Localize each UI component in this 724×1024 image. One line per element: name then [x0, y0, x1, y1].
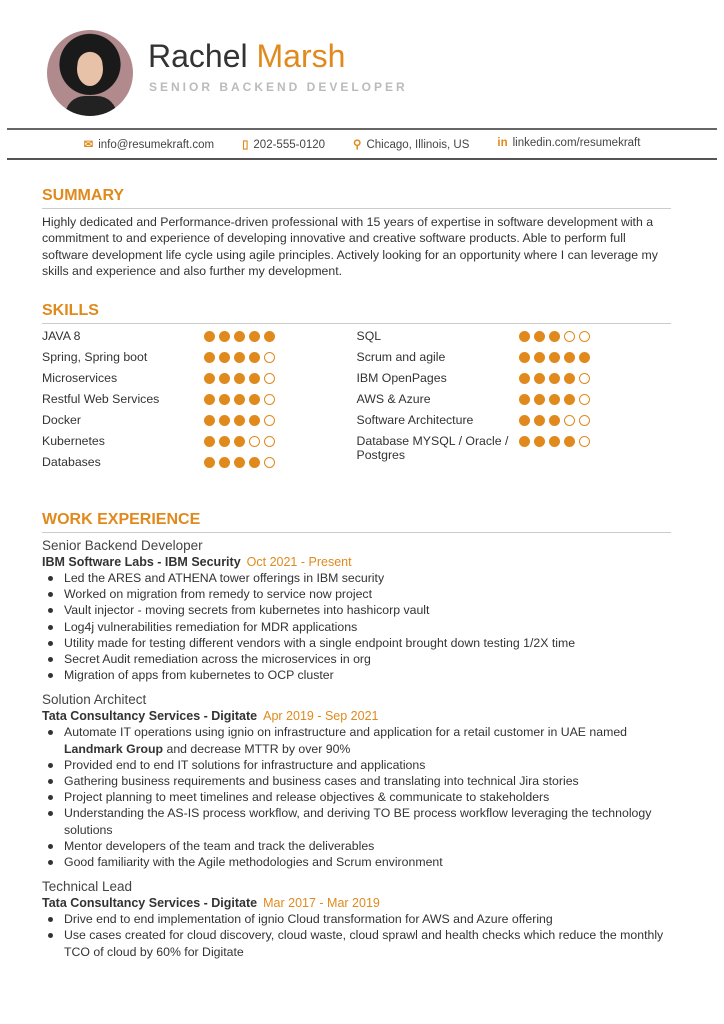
email-text: info@resumekraft.com: [98, 139, 215, 151]
bullet-item: Provided end to end IT solutions for infrastructure and applications: [42, 757, 671, 773]
skill-name: Docker: [42, 413, 81, 427]
skill-rating: [204, 434, 275, 455]
filled-dot-icon: [234, 331, 245, 342]
filled-dot-icon: [549, 373, 560, 384]
skill-rating: [519, 329, 590, 350]
empty-dot-icon: [264, 436, 275, 447]
skill-rating: [519, 371, 590, 392]
contact-linkedin[interactable]: [497, 137, 640, 151]
bullet-list: [42, 911, 671, 960]
contact-bar: [0, 137, 724, 151]
job-company-line: [42, 709, 671, 723]
skill-item: [357, 392, 672, 413]
skill-name: Software Architecture: [356, 413, 474, 427]
empty-dot-icon: [264, 457, 275, 468]
job-entry: [42, 692, 671, 870]
first-name: Rachel: [148, 38, 248, 74]
filled-dot-icon: [549, 352, 560, 363]
bullet-item: Migration of apps from kubernetes to OCP cluster: [42, 667, 671, 683]
filled-dot-icon: [549, 331, 560, 342]
job-entry: [42, 879, 671, 960]
filled-dot-icon: [249, 457, 260, 468]
filled-dot-icon: [519, 352, 530, 363]
skill-item: [42, 329, 357, 350]
filled-dot-icon: [234, 394, 245, 405]
filled-dot-icon: [249, 394, 260, 405]
empty-dot-icon: [564, 415, 575, 426]
filled-dot-icon: [204, 415, 215, 426]
skill-rating: [204, 329, 275, 350]
empty-dot-icon: [264, 352, 275, 363]
bullet-list: [42, 570, 671, 683]
bullet-item: Use cases created for cloud discovery, cloud waste, cloud sprawl and health checks which reduce the monthly TCO of cloud by 60% for Digitate: [42, 927, 671, 959]
skill-item: [42, 434, 357, 455]
bullet-item: Log4j vulnerabilities remediation for MDR applications: [42, 619, 671, 635]
bullet-item: Gathering business requirements and business cases and translating into technical Jira stories: [42, 773, 671, 789]
job-company-line: [42, 896, 671, 910]
phone-icon: ▯: [242, 139, 249, 151]
contact-email[interactable]: [84, 137, 215, 151]
job-role: Technical Lead: [42, 879, 133, 895]
skill-item: [42, 371, 357, 392]
filled-dot-icon: [219, 457, 230, 468]
skill-name: AWS & Azure: [356, 392, 431, 406]
experience-section: [42, 511, 671, 969]
job-role: Senior Backend Developer: [42, 538, 203, 553]
divider: [7, 128, 717, 130]
candidate-name: [148, 38, 345, 75]
skill-item: [357, 350, 672, 371]
filled-dot-icon: [534, 415, 545, 426]
skill-item: [357, 434, 672, 476]
phone-text: 202-555-0120: [253, 139, 326, 151]
skill-name: JAVA 8: [42, 329, 81, 343]
filled-dot-icon: [534, 331, 545, 342]
filled-dot-icon: [204, 373, 215, 384]
location-pin-icon: ⚲: [353, 139, 362, 151]
filled-dot-icon: [234, 352, 245, 363]
filled-dot-icon: [549, 394, 560, 405]
empty-dot-icon: [249, 436, 260, 447]
skill-name: Microservices: [42, 371, 118, 385]
job-dates: Mar 2017 - Mar 2019: [263, 896, 380, 911]
contact-phone[interactable]: [242, 137, 325, 151]
filled-dot-icon: [519, 331, 530, 342]
job-title: SENIOR BACKEND DEVELOPER: [149, 80, 408, 94]
filled-dot-icon: [264, 331, 275, 342]
filled-dot-icon: [204, 394, 215, 405]
empty-dot-icon: [579, 415, 590, 426]
company-name: IBM Software Labs - IBM Security: [42, 555, 241, 569]
bullet-item: Project planning to meet timelines and release objectives & communicate to stakeholders: [42, 789, 671, 805]
divider: [7, 158, 717, 160]
filled-dot-icon: [519, 373, 530, 384]
skill-item: [357, 329, 672, 350]
filled-dot-icon: [234, 436, 245, 447]
bullet-item: Secret Audit remediation across the microservices in org: [42, 651, 671, 667]
filled-dot-icon: [534, 352, 545, 363]
bullet-item: Worked on migration from remedy to service now project: [42, 586, 671, 602]
filled-dot-icon: [234, 373, 245, 384]
job-list: [42, 538, 671, 960]
skill-name: Databases: [42, 455, 101, 469]
skill-name: Scrum and agile: [356, 350, 446, 364]
skill-rating: [519, 392, 590, 413]
skill-item: [42, 455, 357, 476]
envelope-icon: ✉: [83, 139, 94, 151]
filled-dot-icon: [519, 436, 530, 447]
filled-dot-icon: [219, 415, 230, 426]
contact-location: [353, 137, 469, 151]
filled-dot-icon: [219, 373, 230, 384]
skills-section: [42, 302, 671, 476]
bullet-item: Automate IT operations using ignio on infrastructure and application for a retail customer in UAE named Landmark Group and decrease MTTR by over 90%: [42, 724, 671, 756]
filled-dot-icon: [564, 436, 575, 447]
bullet-item: Drive end to end implementation of ignio Cloud transformation for AWS and Azure offering: [42, 911, 671, 927]
profile-photo: [47, 30, 133, 116]
job-role: Solution Architect: [42, 692, 147, 708]
section-heading: WORK EXPERIENCE: [42, 511, 671, 533]
filled-dot-icon: [234, 457, 245, 468]
linkedin-icon: in: [497, 137, 508, 149]
filled-dot-icon: [519, 415, 530, 426]
last-name: Marsh: [256, 38, 346, 74]
empty-dot-icon: [264, 394, 275, 405]
filled-dot-icon: [549, 436, 560, 447]
filled-dot-icon: [204, 457, 215, 468]
empty-dot-icon: [579, 331, 590, 342]
empty-dot-icon: [564, 331, 575, 342]
skills-left-column: [42, 329, 357, 476]
skill-rating: [204, 413, 275, 434]
empty-dot-icon: [264, 415, 275, 426]
filled-dot-icon: [564, 352, 575, 363]
job-company-line: [42, 555, 671, 569]
filled-dot-icon: [534, 394, 545, 405]
skill-item: [42, 392, 357, 413]
filled-dot-icon: [579, 352, 590, 363]
highlight-text: Landmark Group: [64, 741, 164, 756]
skill-name: Restful Web Services: [42, 392, 160, 406]
filled-dot-icon: [549, 415, 560, 426]
filled-dot-icon: [204, 331, 215, 342]
skill-item: [42, 350, 357, 371]
company-name: Tata Consultancy Services - Digitate: [42, 896, 258, 911]
filled-dot-icon: [219, 394, 230, 405]
skill-name: Spring, Spring boot: [42, 350, 148, 364]
skill-name: Database MYSQL / Oracle / Postgres: [356, 434, 509, 462]
bullet-item: Understanding the AS-IS process workflow, and deriving TO BE process workflow leveraging the technology solutions: [42, 805, 671, 837]
skill-item: [357, 371, 672, 392]
empty-dot-icon: [579, 394, 590, 405]
company-name: Tata Consultancy Services - Digitate: [42, 709, 258, 724]
section-heading: SKILLS: [42, 302, 671, 324]
skill-name: IBM OpenPages: [356, 371, 447, 385]
skills-right-column: [357, 329, 672, 476]
filled-dot-icon: [564, 373, 575, 384]
job-dates: Oct 2021 - Present: [246, 555, 352, 569]
job-dates: Apr 2019 - Sep 2021: [263, 709, 379, 724]
empty-dot-icon: [264, 373, 275, 384]
skill-rating: [519, 350, 590, 371]
filled-dot-icon: [249, 373, 260, 384]
skill-rating: [519, 434, 590, 476]
filled-dot-icon: [204, 436, 215, 447]
filled-dot-icon: [534, 436, 545, 447]
location-text: Chicago, Illinois, US: [366, 139, 470, 151]
skill-rating: [204, 371, 275, 392]
skill-name: SQL: [356, 329, 382, 343]
summary-text: Highly dedicated and Performance-driven professional with 15 years of expertise in software development with a commitment to and experience of developing innovative and creative software products. Able to perform full software development life cycle using agile principles. Actively looking for an opportunity where I can leverage my skills and experience and also further my development.: [42, 215, 658, 278]
filled-dot-icon: [249, 352, 260, 363]
filled-dot-icon: [219, 352, 230, 363]
skill-rating: [204, 392, 275, 413]
bullet-item: Good familiarity with the Agile methodologies and Scrum environment: [42, 854, 671, 870]
empty-dot-icon: [579, 373, 590, 384]
bullet-item: Mentor developers of the team and track the deliverables: [42, 838, 671, 854]
empty-dot-icon: [579, 436, 590, 447]
filled-dot-icon: [564, 394, 575, 405]
filled-dot-icon: [204, 352, 215, 363]
filled-dot-icon: [249, 415, 260, 426]
summary-section: [42, 187, 671, 279]
skill-item: [42, 413, 357, 434]
job-entry: [42, 538, 671, 683]
filled-dot-icon: [519, 394, 530, 405]
skill-item: [357, 413, 672, 434]
bullet-list: [42, 724, 671, 870]
skill-rating: [204, 350, 275, 371]
section-heading: SUMMARY: [42, 187, 671, 209]
skill-name: Kubernetes: [42, 434, 105, 448]
bullet-item: Led the ARES and ATHENA tower offerings in IBM security: [42, 570, 671, 586]
filled-dot-icon: [219, 436, 230, 447]
filled-dot-icon: [249, 331, 260, 342]
bullet-item: Vault injector - moving secrets from kubernetes into hashicorp vault: [42, 602, 671, 618]
skill-rating: [519, 413, 590, 434]
bullet-item: Utility made for testing different vendors with a single endpoint brought down testing 1/2X time: [42, 635, 671, 651]
filled-dot-icon: [219, 331, 230, 342]
skill-rating: [204, 455, 275, 476]
filled-dot-icon: [534, 373, 545, 384]
linkedin-text: linkedin.com/resumekraft: [512, 137, 641, 149]
filled-dot-icon: [234, 415, 245, 426]
